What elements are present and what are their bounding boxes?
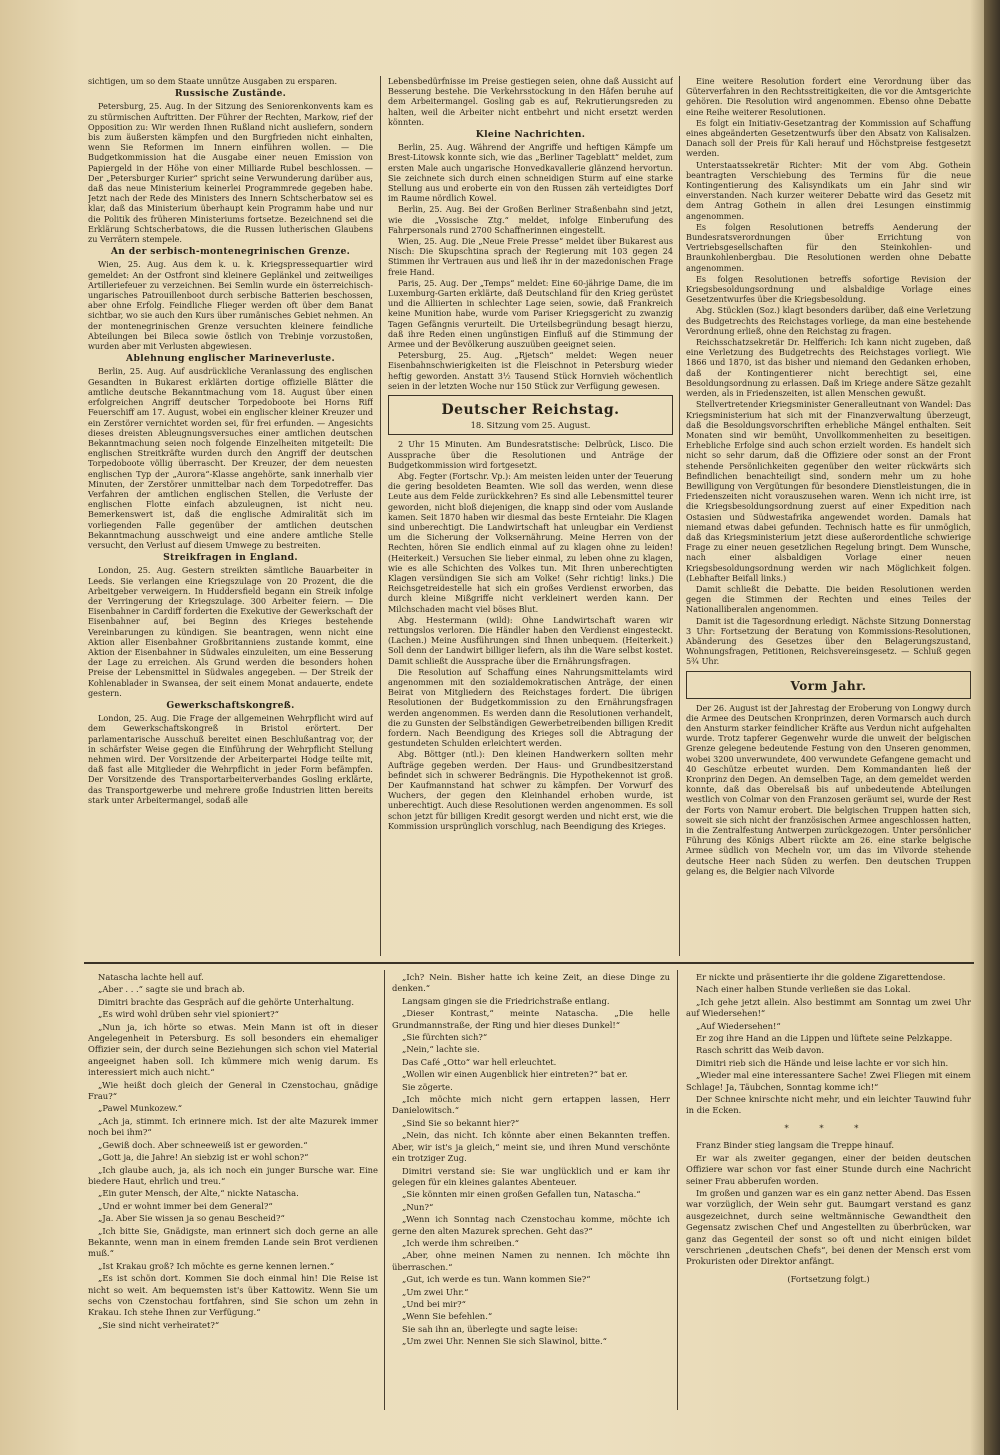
feuilleton-paragraph: „Pawel Munkozew.“ [98,1103,183,1114]
feuilleton-paragraph: „Sie fürchten sich?“ [402,1032,488,1043]
feuilleton-paragraph: Dimitri verstand sie: Sie war unglücklich und er kam ihr gelegen für ein kleines galantes Abenteuer. [392,1165,670,1187]
paragraph: Berlin, 25. Aug. Während der Angriffe und heftigen Kämpfe um Brest-Litowsk konnte sich, wie das „Berliner Tageblatt“ meldet, zum ersten Male auch ungarische Honvedkavallerie glänzend hervortun. Sie zeichnete sich durch einen schneidigen Sturm auf eine starke Stellung aus und eroberte ein von den Russen zäh verteidigtes Dorf im Raume nördlich Kowel. [388,142,673,204]
column-1-lead: sichtigen, um so dem Staate unnütze Ausgaben zu ersparen. [88,76,338,86]
paragraph: Eine weitere Resolution fordert eine Verordnung über das Güterverfahren in den Rechtsstreitigkeiten, die vor die Amtsgerichte gehören. Die Resolution wird angenommen. Ebenso ohne Debatte eine Reihe weiterer Resolutionen. [686,76,971,117]
paragraph: Die Resolution auf Schaffung eines Nahrungsmittelamts wird angenommen mit den sozialdemokratischen Anträge, der einen Beirat von Mitgliedern des Reichstages fordert. Die übrigen Resolutionen der Budgetkommission zu den Ernährungsfragen werden angenommen. Es werden dann die Resolutionen verhandelt, die zu Gunsten der Selbständigen Gewerbetreibenden billigen Kredit fordern. Nach Beendigung des Krieges soll die Abtragung der gestundeten Schulden erleichtert werden. [388,666,673,749]
paragraph: London, 25. Aug. Gestern streikten sämtliche Bauarbeiter in Leeds. Sie verlangen eine Kriegszulage von 20 Prozent, die die Arbeitgeber verweigern. In Huddersfield begann ein Streik infolge der Verringerung der Kriegszulage. 300 Arbeiter feiern. — Die Eisenbahner in Cardiff forderten die Exekutive der Gewerkschaft der Eisenbahner auf, bei Beginn des Krieges bestehende Vereinbarungen zu kündigen. Sie beantragen, wenn nicht eine Aktion aller Eisenbahner Großbritanniens zustande kommt, eine Aktion der Eisenbahner in Südwales einzuleiten, um eine Besserung der Lage zu erreichen. Als Grund werden die besonders hohen Preise der Lebensmittel in Südwales angegeben. — Der Streik der Kohlenablader in Swansea, der seit einem Monat andauerte, endete gestern. [88,565,373,698]
feuilleton-paragraph: „Ich bitte Sie, Gnädigste, man erinnert sich doch gerne an alle Bekannte, wenn man in einem fremden Lande sein Brot verdienen muß.“ [88,1225,378,1259]
feuilleton-paragraph: „Ich glaube auch, ja, als ich noch ein junger Bursche war. Eine biedere Haut, ehrlich und treu.“ [88,1164,378,1186]
vorm-jahr-box [686,671,971,699]
heading-russische-zustaende: Russische Zustände. [174,88,287,100]
feuilleton-part-a [686,972,971,1117]
feuilleton-paragraph: „Aber, ohne meinen Namen zu nennen. Ich möchte ihn überraschen.“ [392,1250,670,1272]
feuilleton-paragraph: Er zog ihre Hand an die Lippen und lüftete seine Pelzkappe. [696,1033,953,1044]
feuilleton-paragraph: „Auf Wiedersehen!“ [696,1020,781,1031]
paragraph: Es folgen Resolutionen betreffs Aenderung der Bundesratsverordnungen über Errichtung von Vertriebsgesellschaften für den Steinkohlen- und Braunkohlenbergbau. Die Resolutionen werden ohne Debatte angenommen. [686,221,971,273]
feuilleton-paragraph: „Dieser Kontrast,“ meinte Natascha. „Die helle Grundmannstraße, der Ring und hier dieses Dunkel!“ [392,1008,670,1030]
heading-deutscher-reichstag: Deutscher Reichstag. [441,402,620,419]
feuilleton-paragraph: Er war als zweiter gegangen, einer der beiden deutschen Offiziere war schon vor fast einer Stunde durch eine Nachricht seiner Frau abberufen worden. [686,1152,971,1186]
feuilleton-rule-1 [384,970,385,1410]
heading-marineverluste: Ablehnung englischer Marineverluste. [126,353,335,365]
feuilleton-paragraph: „Und bei mir?“ [402,1298,466,1309]
feuilleton-paragraph: „Sie könnten mir einen großen Gefallen tun, Natascha.“ [402,1189,641,1200]
feuilleton-paragraph: „Wollen wir einen Augenblick hier eintreten?“ bat er. [402,1069,628,1080]
feuilleton-paragraph: Franz Binder stieg langsam die Treppe hinauf. [696,1140,894,1151]
heading-streikfragen: Streikfragen in England. [163,552,298,564]
feuilleton-paragraph: Sie zögerte. [402,1081,453,1092]
page-binding-edge [984,0,1000,1455]
paragraph: Unterstaatssekretär Richter: Mit der vom Abg. Gothein beantragten Verschiebung des Termins für die neue Kontingentierung des Kalisyndikats um ein Jahr sind wir einverstanden. Nach kurzer weiterer Debatte wird das Gesetz mit dem Antrag Gothein in allen drei Lesungen einstimmig angenommen. [686,159,971,221]
reichstag-header-box [388,395,673,435]
feuilleton-paragraph: Rasch schritt das Weib davon. [696,1045,825,1056]
feuilleton-column-1 [88,972,378,1412]
paragraph: Wien, 25. Aug. Die „Neue Freie Presse“ meldet über Bukarest aus Nisch: Die Skupschtina sprach der Regierung mit 103 gegen 24 Stimmen ihr Vertrauen aus und ließ ihr in der mazedonischen Frage freie Hand. [388,236,673,277]
feuilleton-paragraph: „Wie heißt doch gleich der General in Czenstochau, gnädige Frau?“ [88,1079,378,1102]
paragraph: Wien, 25. Aug. Aus dem k. u. k. Kriegspressequartier wird gemeldet: An der Ostfront sind kleinere Geplänkel und zeitweiliges Artilleriefeuer zu verzeichnen. Bei Semlin wurde ein österreichisch-ungarisches Patrouillenboot durch serbische Batterien beschossen, aber ohne Erfolg. Feindliche Flieger werden oft über dem Banat sichtbar, wo sie auch den Kurs über rumänisches Gebiet nehmen. An der montenegrinischen Grenze versuchten kleinere feindliche Abteilungen bei Bileca sowie östlich von Trebinje vorzustoßen, wurden aber mit Verlusten abgewiesen. [88,259,373,352]
paragraph: Abg. Böttger (ntl.): Den kleinen Handwerkern sollten mehr Aufträge gegeben werden. Der Haus- und Grundbesitzerstand befindet sich in schwerer Bedrängnis. Die Hypothekennot ist groß. Der Kaufmannstand hat schwer zu kämpfen. Der Vorwurf des Wuchers, der gegen den Kleinhandel erhoben wurde, ist unberechtigt. Auch diese Resolutionen werden angenommen. Es soll schon jetzt für billigen Kredit gesorgt werden und nicht erst, wie die Kommission ursprünglich vorschlug, nach Beendigung des Krieges. [388,749,673,831]
session-subheading: 18. Sitzung vom 25. August. [470,420,591,431]
paragraph: Petersburg, 25. Aug. „Rjetsch“ meldet: Wegen neuer Eisenbahnschwierigkeiten ist die Fleischnot in Petersburg wieder heftig geworden. Anstatt 3½ Tausend Stück Hornvieh wöchentlich seien in der letzten Woche nur 150 Stück zur Verfügung gewesen. [388,350,673,391]
feuilleton-paragraph: „Nun ja, ich hörte so etwas. Mein Mann ist oft in dieser Angelegenheit in Petersburg. Es soll besonders ein ehemaliger Offizier sein, der durch seine Beziehungen sich schon viel Material angeeignet haben soll. Ich kümmere mich wenig darum. Es interessiert mich auch nicht.“ [88,1021,378,1078]
paragraph: Es folgen Resolutionen betreffs sofortige Revision der Kriegsbesoldungsordnung und alsbaldige Vorlage eines Gesetzentwurfes über die Kriegsbesoldung. [686,273,971,305]
feuilleton-paragraph: „Ist Krakau groß? Ich möchte es gerne kennen lernen.“ [98,1260,335,1271]
section-stars: * * * [784,1122,873,1133]
paragraph: Paris, 25. Aug. Der „Temps“ meldet: Eine 60-jährige Dame, die im Luxemburg-Garten erklärte, daß Deutschland für den Krieg gerüstet und die Alliierten in schlechter Lage seien, sowie, daß Frankreich keine Munition habe, wurde vom Pariser Kriegsgericht zu zwanzig Tagen Gefängnis verurteilt. Die Urteilsbegründung besagt hierzu, daß ihre Reden einen ungünstigen Einfluß auf die Stimmung der Armee und der Bevölkerung auszuüben geeignet seien. [388,277,673,350]
feuilleton-paragraph: Der Schnee knirschte nicht mehr, und ein leichter Tauwind fuhr in die Ecken. [686,1094,971,1116]
paragraph: London, 25. Aug. Die Frage der allgemeinen Wehrpflicht wird auf dem Gewerkschaftskongreß in Bristol erörtert. Der parlamentarische Ausschuß bereitet einen Beschlußantrag vor, der in schärfster Weise gegen die Einführung der Wehrpflicht Stellung nehmen wird. Der Vorsitzende der Arbeiterpartei Hodge teilte mit, daß fast alle Mitglieder die Wehrpflicht in jeder Form befämpfen. Der Vorsitzende des Transportarbeiterverbandes Gosling erklärte, das Transportgewerbe und mehrere große Industrien litten bereits stark unter Arbeitermangel, sodaß alle [88,713,373,805]
feuilleton-paragraph: „Um zwei Uhr.“ [402,1286,469,1297]
paragraph: Abg. Stücklen (Soz.) klagt besonders darüber, daß eine Verletzung des Budgetrechts des Reichstages vorliege, da man eine bestehende Verordnung erließ, ohne den Reichstag zu fragen. [686,305,971,336]
paragraph: Abg. Hestermann (wild): Ohne Landwirtschaft waren wir rettungslos verloren. Die Händler haben den Verdienst eingesteckt. (Lachen.) Meine Ausführungen sind Ihnen unbequem. (Heiterkeit.) Soll denn der Landwirt billiger liefern, als ihn die Ware selbst kostet. Damit schließt die Aussprache über die Ernährungsfragen. [388,614,673,666]
feuilleton-paragraph: Sie sah ihn an, überlegte und sagte leise: [402,1323,578,1334]
feuilleton-rule-2 [677,970,678,1410]
feuilleton-paragraph: „Gut, ich werde es tun. Wann kommen Sie?“ [402,1274,591,1285]
article-column-1 [88,76,373,956]
continuation-note: (Fortsetzung folgt.) [787,1273,870,1284]
feuilleton-paragraph: „Wenn Sie befehlen.“ [402,1311,493,1322]
paragraph: Stellvertretender Kriegsminister Generalleutnant von Wandel: Das Kriegsministerium hat sich mit der Finanzverwaltung überzeugt, daß die Besoldungsvorschriften erhebliche Mängel enthalten. Seit Monaten sind wir bemüht, Unvollkommenheiten zu beseitigen. Erhebliche Erfolge sind auch schon erzielt worden. Es handelt sich nicht so sehr darum, daß die Offiziere oder sonst an der Front stehende Persönlichkeiten gegenüber den weiter rückwärts sich Befindlichen benachteiligt sind, sondern mehr um zu hohe Bewilligung von Vergütungen für besondere Dienstleistungen, die in Friedenszeiten nicht vorauszusehen waren. Wenn ich nicht irre, ist die Kriegsbesoldungsordnung zuerst auf einer Expedition nach Ostasien und Südwestafrika angewendet worden. Damals hat niemand etwas dabei gefunden. Technisch hatte es für unmöglich, daß das Kriegsministerium jetzt diese außerordentliche schwierige Frage zu einer neuen gesetzlichen Regelung bringt. Dem Wunsche, nach einer alsbaldigen Vorlage einer neuen Kriegsbesoldungsordnung werden wir nach Möglichkeit folgen. (Lebhafter Beifall links.) [686,399,971,583]
column-2-lead: Lebensbedürfnisse im Preise gestiegen seien, ohne daß Aussicht auf Besserung bestehe. Die Verkehrsstockung in den Häfen beruhe auf dem Arbeitermangel. Gosling gab es auf, Rekrutierungsreden zu halten, weil die Arbeiter nicht entbehrt und nicht ersetzt werden könnten. [388,76,673,127]
feuilleton-paragraph: Langsam gingen sie die Friedrichstraße entlang. [402,995,610,1006]
paragraph: Es folgt ein Initiativ-Gesetzantrag der Kommission auf Schaffung eines abgeänderten Gesetzentwurfs über den Absatz von Kalisalzen. Danach soll der Preis für Kali herauf und Höchstpreise festgesetzt werden. [686,117,971,159]
feuilleton-divider [84,962,974,964]
paragraph: 2 Uhr 15 Minuten. Am Bundesratstische: Delbrück, Lisco. Die Aussprache über die Resolutionen und Anträge der Budgetkommission wird fortgesetzt. [388,439,673,470]
feuilleton-paragraph: Natascha lachte hell auf. [98,972,204,982]
feuilleton-paragraph: „Ich? Nein. Bisher hatte ich keine Zeit, an diese Dinge zu denken.“ [392,972,670,994]
paragraph: Damit schließt die Debatte. Die beiden Resolutionen werden gegen die Stimmen der Rechten und eines Teiles der Nationalliberalen angenommen. [686,583,971,615]
feuilleton-column-2 [392,972,670,1412]
paragraph: Reichsschatzsekretär Dr. Helfferich: Ich kann nicht zugeben, daß eine Verletzung des Budgetrechts des Reichstages vorliegt. Wie 1866 und 1870, ist das bisher und niemand den Gedanken erhoben, daß der Kontingentierer nicht berechtigt sei, eine Besoldungsordnung zu erlassen. Daß im Kriege andere Sätze gezahlt werden, als in Friedenszeiten, ist allen Menschen gewußt. [686,337,971,399]
feuilleton-paragraph: Dimitri rieb sich die Hände und leise lachte er vor sich hin. [696,1057,949,1068]
feuilleton-paragraph: Im großen und ganzen war es ein ganz netter Abend. Das Essen war vorzüglich, der Wein sehr gut. Baumgart verstand es ganz ausgezeichnet, durch seine weltmännische Gewandtheit den Gegensatz zwischen Chef und Angestellten zu überbrücken, war ganz das Gegenteil der sonst so oft und nicht einigen bildet verschrienen „deutschen Chefs“, bei denen der Mensch erst vom Prokuristen oder Direktor anfängt. [686,1187,971,1267]
feuilleton-paragraph: „Aber . . .“ sagte sie und brach ab. [98,984,245,995]
article-column-2 [388,76,673,956]
feuilleton-paragraph: Er nickte und präsentierte ihr die goldene Zigarettendose. [696,972,946,982]
feuilleton-part-b [686,1140,971,1267]
feuilleton-paragraph: „Sie sind nicht verheiratet?“ [98,1319,220,1330]
feuilleton-paragraph: „Ja. Aber Sie wissen ja so genau Bescheid?“ [98,1213,285,1224]
feuilleton-paragraph: „Um zwei Uhr. Nennen Sie sich Slawinol, bitte.“ [402,1336,607,1347]
feuilleton-paragraph: „Nun?“ [402,1201,434,1212]
feuilleton-paragraph: „Sind Sie so bekannt hier?“ [402,1117,520,1128]
feuilleton-paragraph: „Ich werde ihm schreiben.“ [402,1237,519,1248]
heading-gewerkschaftskongress: Gewerkschaftskongreß. [166,699,295,711]
heading-vorm-jahr: Vorm Jahr. [790,678,867,693]
feuilleton-paragraph: „Es ist schön dort. Kommen Sie doch einmal hin! Die Reise ist nicht so weit. Am bequemsten ist's über Kattowitz. Wenn Sie um sechs von Czenstochau fortfahren, sind Sie schon um zehn in Krakau. Ich stehe Ihnen zur Verfügung.“ [88,1273,378,1318]
feuilleton-paragraph: „Und er wohnt immer bei dem General?“ [98,1200,273,1211]
feuilleton-paragraph: „Wieder mal eine interessantere Sache! Zwei Fliegen mit einem Schlage! Ja, Täubchen, Sonntag komme ich!“ [686,1070,971,1092]
article-column-3 [686,76,971,956]
paragraph: Der 26. August ist der Jahrestag der Eroberung von Longwy durch die Armee des Deutschen Kronprinzen, deren Vormarsch auch durch den Ansturm starker feindlicher Kräfte aus Verdun nicht aufgehalten wurde. Trotz tapferer Gegenwehr wurde die unweit der belgischen Grenze gelegene bedeutende Festung von den Unseren genommen, wobei 3200 unverwundete, 400 verwundete Gefangene gemacht und 40 Geschütze erbeutet wurden. Dem Kommandanten ließ der Kronprinz den Degen. An demselben Tage, an dem gemeldet werden konnte, daß das Oberelsaß bis auf unbedeutende Abteilungen westlich von Colmar von den Franzosen geräumt sei, wurde der Rest der Forts von Namur erobert. Die belgischen Truppen hatten sich, soweit sie sich nicht der französischen Armee angeschlossen hatten, in die Zentralfestung Antwerpen zurückgezogen. Unter persönlicher Führung des Königs Albert rückte am 26. eine starke belgische Armee südlich von Mecheln vor, um das im Vilvorde stehende deutsche Heer nach Süden zu werfen. Den deutschen Truppen gelang es, die Belgier nach Vilvorde [686,702,971,876]
feuilleton-paragraph: „Wenn ich Sonntag nach Czenstochau komme, möchte ich gerne den alten Mazurek sprechen. Geht das?“ [392,1214,670,1236]
feuilleton-paragraph: „Es wird wohl drüben sehr viel spioniert?“ [98,1009,279,1020]
feuilleton-paragraph: „Nein, das nicht. Ich könnte aber einen Bekannten treffen. Aber, wir ist's ja gleich,“ meint sie, und ihren Mund verschönte ein trotziger Zug. [392,1130,670,1164]
feuilleton-paragraph: „Gewiß doch. Aber schneeweiß ist er geworden.“ [98,1139,308,1150]
paragraph: Petersburg, 25. Aug. In der Sitzung des Seniorenkonvents kam es zu stürmischen Auftritten. Der Führer der Rechten, Markow, rief der Opposition zu: Wir werden Ihnen Rußland nicht ausliefern, sondern bis zum äußersten kämpfen und den Burgfrieden nicht einhalten, wenn Sie Reformen im Innern einführen wollen. — Die Budgetkommission hat die Ausgabe einer neuen Emission von Papiergeld in der Höhe von einer Milliarde Rubel beschlossen. — Der „Petersburger Kurier“ spricht seine Verwunderung darüber aus, daß das neue Ministerium keinerlei Programmrede gegeben habe. Jetzt nach der Rede des Ministers des Innern Schtscherbatow sei es klar, daß das Ministerium überhaupt kein Programm habe und nur die Politik des früheren Ministeriums fortsetze. Bezeichnend sei die Erklärung Schtscherbatows, die die Russen lutherischen Glaubens zu Verrätern stempele. [88,101,373,245]
feuilleton-paragraph: „Nein,“ lachte sie. [402,1044,480,1055]
paragraph: Berlin, 25. Aug. Bei der Großen Berliner Straßenbahn sind jetzt, wie die „Vossische Ztg.“ meldet, infolge Einberufung des Fahrpersonals rund 2700 Schaffnerinnen eingestellt. [388,204,673,235]
column-rule-2 [679,76,680,956]
feuilleton-paragraph: Das Café „Otto“ war hell erleuchtet. [402,1056,557,1067]
feuilleton-paragraph: Nach einer halben Stunde verließen sie das Lokal. [696,984,911,995]
paragraph: Abg. Fegter (Fortschr. Vp.): Am meisten leiden unter der Teuerung die gering besoldeten Beamten. Wie soll das werden, wenn diese Leute aus dem Felde zurückkehren? Es sind alle Lebensmittel teurer geworden, nicht bloß diejenigen, die knapp sind oder vom Auslande kamen. Seit 1870 haben wir diesmal das beste Ernteiahr. Die Klagen sind unberechtigt. Die Landwirtschaft hat unleugbar ein Verdienst um die Sicherung der Volksernährung. Meine Herren von der Rechten, hören Sie endlich einmal auf zu klagen ohne zu leiden! (Heiterkeit.) Versuchen Sie lieber einmal, zu leben ohne zu klagen, wie es alle Schichten des Volkes tun. Mit Ihren unberechtigten Klagen versündigen Sie sich am Volke! (Sehr richtig! links.) Die Reichsgetreidestelle hat sich ein großes Verdienst erworben, das durch kleine Mißgriffe nicht verkleinert werden kann. Der Milchschaden macht viel böses Blut. [388,470,673,614]
heading-serbisch-montenegrinische-grenze: An der serbisch-montenegrinischen Grenze. [110,246,351,258]
feuilleton-column-3 [686,972,971,1412]
paragraph: Damit ist die Tagesordnung erledigt. Nächste Sitzung Donnerstag 3 Uhr: Fortsetzung der Beratung von Kommissions-Resolutionen, Abänderung des Gesetzes über den Belagerungszustand, Wohnungsfragen, Petitionen, Reichsvereinsgesetz. — Schluß gegen 5¾ Uhr. [686,615,971,667]
feuilleton-paragraph: „Ich gehe jetzt allein. Also bestimmt am Sonntag um zwei Uhr auf Wiedersehen!“ [686,996,971,1019]
heading-kleine-nachrichten: Kleine Nachrichten. [475,129,586,141]
feuilleton-paragraph: „Gott ja, die Jahre! An siebzig ist er wohl schon?“ [98,1152,309,1163]
feuilleton-paragraph: „Ein guter Mensch, der Alte,“ nickte Natascha. [98,1188,299,1199]
paragraph: Berlin, 25. Aug. Auf ausdrückliche Veranlassung des englischen Gesandten in Bukarest erklärten dortige offizielle Blätter die amtliche deutsche Bekanntmachung vom 18. August über einen erfolgreichen Angriff deutscher Torpedoboote bei Horns Riff Feuerschiff am 17. August, wobei ein englischer kleiner Kreuzer und ein Zerstörer vernichtet worden sei, für frei erfunden. — Angesichts dieses dreisten Ableugnungsversuches einer amtlichen deutschen Bekanntmachung seien noch folgende Einzelheiten mitgeteilt: Die englischen Streitkräfte wurden durch den Angriff der deutschen Torpedoboote völlig überrascht. Der Kreuzer, der dem neuesten englischen Typ der „Aurora“-Klasse angehörte, sank innerhalb vier Minuten, der Zerstörer unmittelbar nach dem Torpedotreffer. Das Verfahren der amtlichen englischen Stellen, die Verluste der englischen Flotte einfach abzuleugnen, ist nicht neu. Bemerkenswert ist, daß die englische Admiralität sich im vorliegenden Falle gegenüber der amtlichen deutschen Bekanntmachung ausschweigt und eine andere amtliche Stelle versucht, den Verlust auf diesem Umwege zu bestreiten. [88,366,373,550]
feuilleton-paragraph: „Ich möchte mich nicht gern ertappen lassen, Herr Danielowitsch.“ [392,1094,670,1116]
feuilleton-paragraph: „Ach ja, stimmt. Ich erinnere mich. Ist der alte Mazurek immer noch bei ihm?“ [88,1115,378,1138]
column-rule-1 [380,76,381,956]
feuilleton-paragraph: Dimitri brachte das Gespräch auf die gehörte Unterhaltung. [98,996,355,1007]
